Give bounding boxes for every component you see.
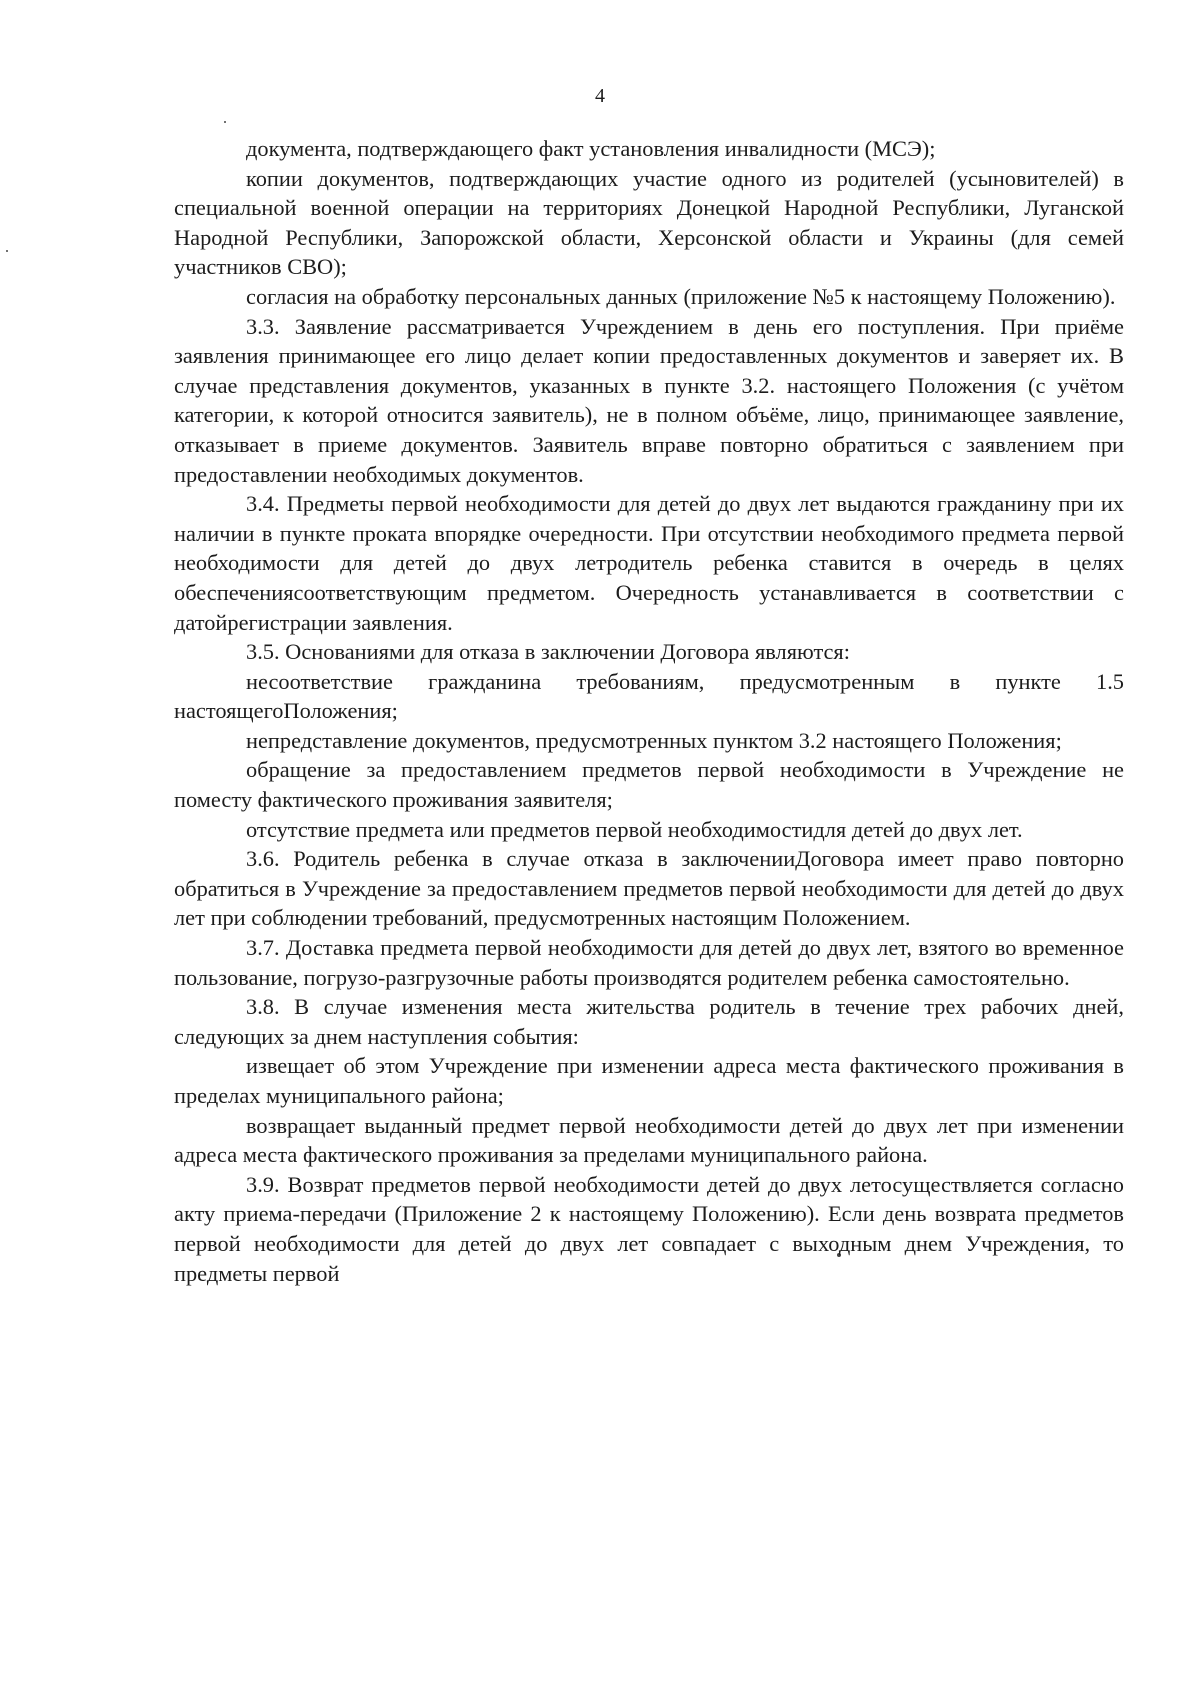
paragraph-3-4: 3.4. Предметы первой необходимости для детей до двух лет выдаются гражданину при их наличии в пункте проката впорядке очередности. При отсутствии необходимого предмета первой необходимости для детей до двух летродитель ребенка ставится в очередь в целях обеспечениясоответствующим предметом. Очередность устанавливается в соответствии с датойрегистрации заявления. — [174, 491, 1124, 635]
paragraph-disability-document: документа, подтверждающего факт установления инвалидности (МСЭ); — [246, 136, 936, 161]
paragraph-personal-data-consent: согласия на обработку персональных данных (приложение №5 к настоящему Положению). — [246, 283, 1116, 309]
scan-speck — [6, 250, 8, 252]
document-body — [174, 134, 1124, 1288]
paragraph-3-5: 3.5. Основаниями для отказа в заключении Договора являются: — [246, 639, 850, 665]
paragraph-refusal-documents: непредставление документов, предусмотренных пунктом 3.2 настоящего Положения; — [246, 727, 1062, 753]
paragraph-refusal-nonconformity: несоответствие гражданина требованиям, предусмотренным в пункте 1.5 настоящегоПоложения; — [174, 668, 1124, 724]
page-number: 4 — [595, 85, 605, 107]
paragraph-3-3: 3.3. Заявление рассматривается Учреждением в день его поступления. При приёме заявления принимающее его лицо делает копии предоставленных документов и заверяет их. В случае представления документов, указанных в пункте 3.2. настоящего Положения (с учётом категории, к которой относится заявитель), не в полном объёме, лицо, принимающее заявление, отказывает в приеме документов. Заявитель вправе повторно обратиться с заявлением при предоставлении необходимых документов. — [174, 313, 1124, 487]
paragraph-refusal-residence: обращение за предоставлением предметов первой необходимости в Учреждение не поместу фактического проживания заявителя; — [174, 757, 1124, 813]
paragraph-svo-documents: копии документов, подтверждающих участие одного из родителей (усыновителей) в специальной военной операции на территориях Донецкой Народной Республики, Луганской Народной Республики, Запорожской области, Херсонской области и Украины (для семей участников СВО); — [174, 165, 1124, 280]
paragraph-3-8: 3.8. В случае изменения места жительства родитель в течение трех рабочих дней, следующих за днем наступления события: — [174, 994, 1124, 1049]
paragraph-3-9: 3.9. Возврат предметов первой необходимости детей до двух летосуществляется согласно акту приема-передачи (Приложение 2 к настоящему Положению). Если день возврата предметов первой необходимости для детей до двух лет совпадает с выходным днем Учреждения, то предметы первой — [174, 1171, 1124, 1286]
scan-speck — [224, 121, 226, 123]
paragraph-notify-institution: извещает об этом Учреждение при изменении адреса места фактического проживания в пределах муниципального района; — [174, 1053, 1124, 1108]
paragraph-return-item: возвращает выданный предмет первой необходимости детей до двух лет при изменении адреса места фактического проживания за пределами муниципального района. — [174, 1112, 1124, 1168]
paragraph-3-7: 3.7. Доставка предмета первой необходимости для детей до двух лет, взятого во временное пользование, погрузо-разгрузочные работы производятся родителем ребенка самостоятельно. — [174, 935, 1124, 990]
paragraph-3-6: 3.6. Родитель ребенка в случае отказа в заключенииДоговора имеет право повторно обратиться в Учреждение за предоставлением предметов первой необходимости для детей до двух лет при соблюдении требований, предусмотренных настоящим Положением. — [174, 846, 1124, 931]
paragraph-refusal-absence: отсутствие предмета или предметов первой необходимостидля детей до двух лет. — [246, 816, 1023, 842]
